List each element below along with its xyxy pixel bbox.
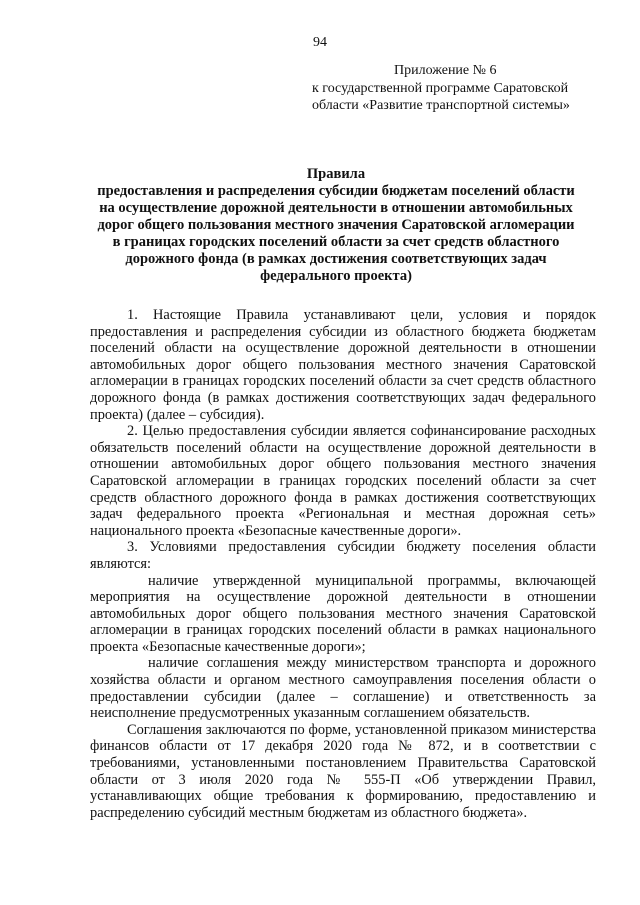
title-line: на осуществление дорожной деятельности в отношении автомобильных	[99, 200, 573, 216]
document-title	[86, 166, 586, 285]
appendix-reference-line-2: области «Развитие транспортной системы»	[312, 98, 570, 113]
paragraph-2: 2. Целью предоставления субсидии является софинансирование расходных обязательств поселений области на осуществление дорожной деятельности в отношении автомобильных дорог общего пользования местного значения Саратовской агломерации в границах городских поселений области за счет средств областного дорожного фонда в рамках достижения соответствующих задач федерального проекта «Региональная и местная дорожная сеть» национального проекта «Безопасные качественные дороги».	[90, 423, 596, 539]
title-line: федерального проекта)	[260, 268, 412, 284]
appendix-reference-line-1: к государственной программе Саратовской	[312, 80, 569, 96]
page-number: 94	[313, 35, 327, 50]
paragraph-agreements: Соглашения заключаются по форме, установленной приказом министерства финансов области от 17 декабря 2020 года № 872, и в соответствии с требованиями, установленными постановлением Правительства Саратовской области от 3 июля 2020 года № 555-П «Об утверждении Правил, устанавливающих общие требования к формированию, предоставлению и распределению субсидий местным бюджетам из областного бюджета».	[90, 721, 596, 821]
title-line: дорожного фонда (в рамках достижения соответствующих задач	[125, 251, 547, 267]
title-heading: Правила	[306, 166, 366, 182]
appendix-header	[312, 62, 612, 115]
appendix-number: Приложение № 6	[394, 63, 497, 78]
document-body	[90, 307, 596, 821]
condition-item-1: наличие утвержденной муниципальной программы, включающей мероприятия на осуществление дорожной деятельности в отношении автомобильных дорог общего пользования местного значения Саратовской агломерации в границах городских поселений области в рамках национального проекта «Безопасные качественные дороги»;	[90, 572, 596, 655]
paragraph-3: 3. Условиями предоставления субсидии бюджету поселения области являются:	[90, 539, 596, 572]
title-line: дорог общего пользования местного значения Саратовской агломерации	[97, 217, 575, 233]
condition-item-2: наличие соглашения между министерством транспорта и дорожного хозяйства области и органом местного самоуправления поселения области о предоставлении субсидии (далее – соглашение) и ответственность за неисполнение предусмотренных указанным соглашением обязательств.	[90, 655, 596, 722]
paragraph-1: 1. Настоящие Правила устанавливают цели, условия и порядок предоставления и распределения субсидии из областного бюджета бюджетам поселений области на осуществление дорожной деятельности в отношении автомобильных дорог общего пользования местного значения Саратовской агломерации в границах городских поселений области за счет средств областного дорожного фонда (в рамках достижения соответствующих задач федерального проекта) (далее – субсидия).	[90, 307, 596, 423]
title-line: в границах городских поселений области за счет средств областного	[112, 234, 560, 250]
title-line: предоставления и распределения субсидии бюджетам поселений области	[97, 183, 575, 199]
